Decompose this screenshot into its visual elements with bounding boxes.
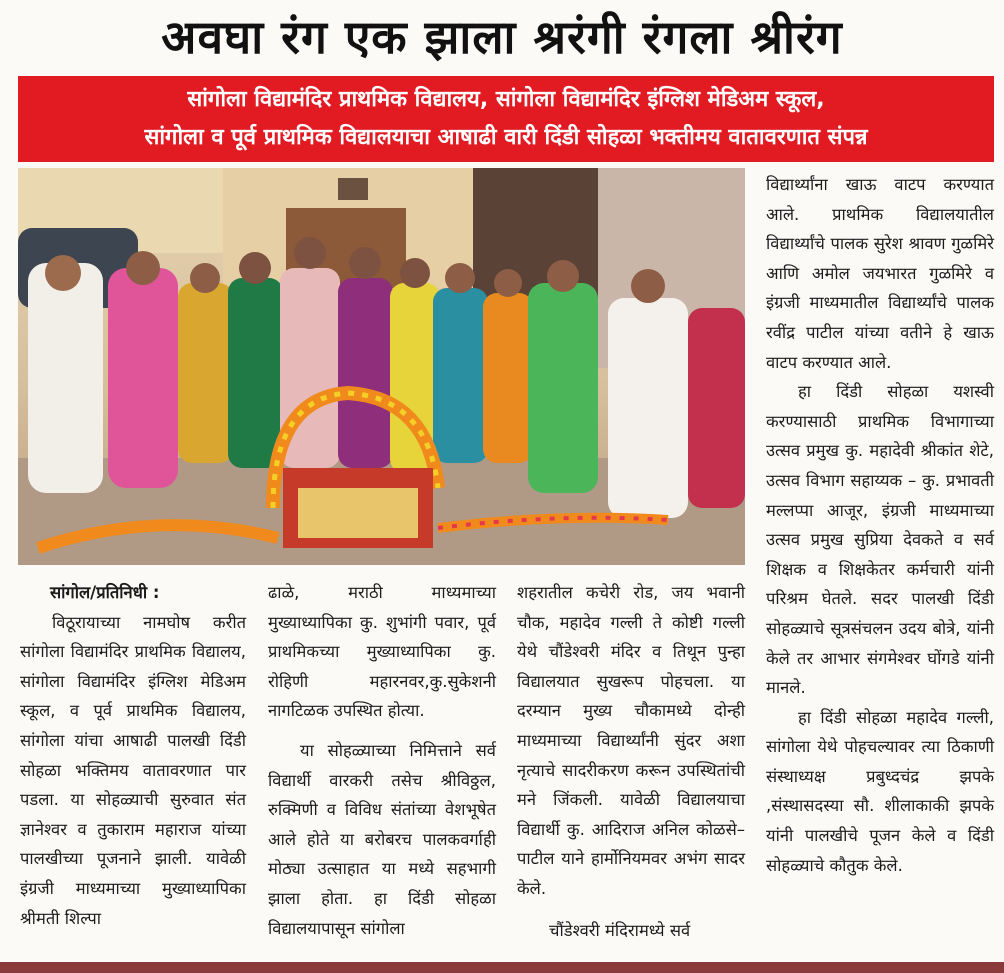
dindi-procession-photo	[18, 168, 745, 565]
paragraph: विद्यार्थ्यांना खाऊ वाटप करण्यात आले. प्राथमिक विद्यालयातील विद्यार्थ्यांचे पालक सुरेश श्रावण गुळमिरे आणि अमोल जयभारत गुळमिरे व इंग्रजी माध्यमातील विद्यार्थ्यांचे पालक रवींद्र पाटील यांच्या वतीने हे खाऊ वाटप करण्यात आले.	[766, 175, 994, 372]
article-column-2	[268, 578, 496, 943]
paragraph: या सोहळ्याच्या निमित्ताने सर्व विद्यार्थी वारकरी तसेच श्रीविठ्ठल, रुक्मिणी व विविध संतांच्या वेशभूषेत आले होते या बरोबरच पालकवर्गाही मोठ्या उत्साहात या मध्ये सहभागी झाला होता. हा दिंडी सोहळा विद्यालयापासून सांगोला	[268, 740, 496, 938]
subheadline-line-1: सांगोला विद्यामंदिर प्राथमिक विद्यालय, सांगोला विद्यामंदिर इंग्लिश मेडिअम स्कूल,	[187, 87, 825, 112]
headline: अवघा रंग एक झाला श्ररंगी रंगला श्रीरंग	[161, 10, 843, 64]
paragraph: हा दिंडी सोहळा महादेव गल्ली, सांगोला येथे पोहचल्यावर त्या ठिकाणी संस्थाध्यक्ष प्रबुध्दचंद्र झपके ,संस्थासदस्या सौ. शीलाकाकी झपके यांनी पालखीचे पूजन केले व दिंडी सोहळ्याचे कौतुक केले.	[766, 707, 994, 875]
bottom-rule	[0, 962, 1004, 973]
article-column-3	[517, 578, 745, 945]
paragraph: ढाळे, मराठी माध्यमाच्या मुख्याध्यापिका कु. शुभांगी पवार, पूर्व प्राथमिकच्या मुख्याध्यापिका कु. रोहिणी महारनवर,कु.सुकेशनी नागटिळक उपस्थित होत्या.	[268, 583, 496, 721]
paragraph: चौंडेश्वरी मंदिरामध्ये सर्व	[549, 920, 691, 940]
article-column-4	[766, 170, 994, 880]
subheadline-line-2: सांगोला व पूर्व प्राथमिक विद्यालयाचा आषाढी वारी दिंडी सोहळा भक्तीमय वातावरणात संपन्न	[144, 125, 868, 150]
paragraph: हा दिंडी सोहळा यशस्वी करण्यासाठी प्राथमिक विभागाच्या उत्सव प्रमुख कु. महादेवी श्रीकांत शेटे, उत्सव विभाग सहाय्यक – कु. प्रभावती मल्लप्पा आजूर, इंग्रजी माध्यमाच्या उत्सव प्रमुख सुप्रिया देवकते व सर्व शिक्षक व शिक्षकेतर कर्मचारी यांनी परिश्रम घेतले. सदर पालखी दिंडी सोहळ्याचे सूत्रसंचलन उदय बोत्रे, यांनी केले तर आभार संगमेश्वर घोंगडे यांनी मानले.	[766, 382, 994, 698]
dateline: सांगोल/प्रतिनिधी :	[50, 583, 160, 602]
paragraph: विठूरायाच्या नामघोष करीत सांगोला विद्यामंदिर प्राथमिक विद्यालय, सांगोला विद्यामंदिर इंग्लिश मेडिअम स्कूल, व पूर्व प्राथमिक विद्यालय, सांगोला यांचा आषाढी पालखी दिंडी सोहळा भक्तिमय वातावरणात पार पडला. या सोहळ्याची सुरुवात संत ज्ञानेश्वर व तुकाराम महाराज यांच्या पालखीच्या पूजनाने झाली. यावेळी इंग्रजी माध्यमाच्या मुख्याध्यापिका श्रीमती शिल्पा	[20, 612, 246, 928]
article-column-1	[20, 578, 246, 933]
paragraph: शहरातील कचेरी रोड, जय भवानी चौक, महादेव गल्ली ते कोष्टी गल्ली येथे चौंडेश्वरी मंदिर व तिथून पुन्हा विद्यालयात सुखरूप पोहचला. या दरम्यान मुख्य चौकामध्ये दोन्ही माध्यमाच्या विद्यार्थ्यांनी सुंदर अशा नृत्याचे सादरीकरण करून उपस्थितांची मने जिंकली. यावेळी विद्यालयाचा विद्यार्थी कु. आदिराज अनिल कोळसे–पाटील याने हार्मोनियमवर अभंग सादर केले.	[517, 583, 745, 898]
subheadline-banner	[18, 76, 994, 162]
